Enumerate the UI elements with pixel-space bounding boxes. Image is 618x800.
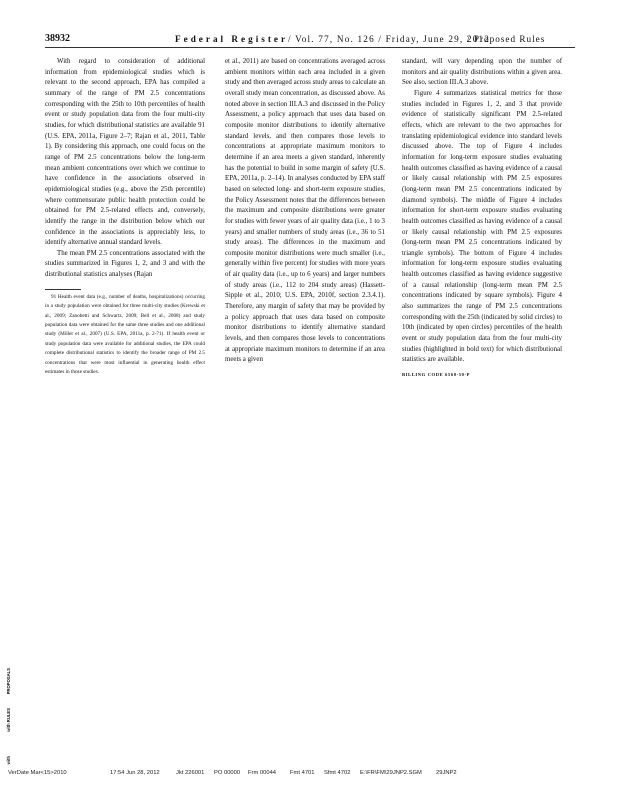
paragraph: With regard to consideration of additional information from epidemiological studies which is relevant to the second approach, EPA has compiled a summary of the range of PM 2.5 concentrations corresponding with the 25th to 10th percentiles of health event or study population data from the four multi-city studies, for which distributional statistics are available 91 (U.S. EPA, 2011a, Figure 2–7; Rajan et al., 2011, Table 1). By considering this approach, one could focus on the range of PM 2.5 concentrations below the long-term mean ambient concentrations over which we continue to have confidence in the associations observed in epidemiological studies (e.g., above the 25th percentile) where commensurate public health protection could be obtained for PM 2.5-related effects and, conversely, identify the range in the distribution below which our confidence in the associations is appreciably less, to identify alternative annual standard levels.	[45, 58, 205, 247]
footer-file: E:\FR\FM\29JNP2.SGM	[360, 770, 422, 776]
page-footer	[8, 770, 608, 780]
side-mark-proposals: PROPOSALS	[6, 668, 11, 695]
paragraph: standard, will vary depending upon the number of monitors and air quality distributions within a given area. See also, section III.A.3 above.	[402, 58, 562, 87]
section-name: / Proposed Rules	[467, 34, 546, 44]
volume-info: / Vol. 77, No. 126 / Friday, June 29, 2012	[288, 34, 491, 44]
footer-frm: Frm 00044	[248, 770, 277, 776]
side-mark-with: with	[6, 756, 11, 765]
footer-fmt: Fmt 4701	[290, 770, 315, 776]
paragraph: Figure 4 summarizes statistical metrics for those studies included in Figures 1, 2, and 3 that provide evidence of statistically significant PM 2.5-related effects, which are relevant to the two approaches for translating epidemiological evidence into standard levels discussed above. The top of Figure 4 includes information for long-term exposure studies evaluating health outcomes classified as having evidence of a causal or likely causal relationship with PM 2.5 exposures (long-term mean PM 2.5 concentrations indicated by diamond symbols). The middle of Figure 4 includes information for short-term exposure studies evaluating health outcomes classified as having evidence of a causal or likely causal relationship with PM 2.5 exposures (long-term mean PM 2.5 concentrations indicated by triangle symbols). The bottom of Figure 4 includes information for long-term exposure studies evaluating health outcomes classified as having evidence suggestive of a causal relationship (long-term mean PM 2.5 concentrations indicated by square symbols). Figure 4 also summarizes the range of PM 2.5 concentrations corresponding with the 25th (indicated by solid circles) to 10th (indicated by open circles) percentiles of the health event or study population data from the four multi-city studies (highlighted in bold text) for which distributional statistics are available.	[402, 89, 562, 364]
paragraph: et al., 2011) are based on concentrations averaged across ambient monitors within each area included in a given study and then averaged across study areas to calculate an overall study mean concentration, as discussed above. As noted above in section III.A.3 and discussed in the Policy Assessment, a policy approach that uses data based on composite monitor distributions to identify alternative standard levels, and then compares those levels to concentrations at appropriate maximum monitors to determine if an area meets a given standard, inherently has the potential to build in some margin of safety (U.S. EPA, 2011a, p. 2–14). In analyses conducted by EPA staff based on selected long- and short-term exposure studies, the Policy Assessment notes that the differences between the maximum and composite distributions were greater for studies with fewer years of air quality data (i.e., 1 to 3 years) and smaller numbers of study areas (i.e., 36 to 51 study areas). The differences in the maximum and composite monitor distributions were much smaller (i.e., generally within five percent) for studies with more years of air quality data (i.e., up to 6 years) and larger numbers of study areas (i.e., 112 to 204 study areas) (Hassett-Sipple et al., 2010; U.S. EPA, 2010f, section 2.3.4.1). Therefore, any margin of safety that may be provided by a policy approach that uses data based on composite monitor distributions to identify alternative standard levels, and then compares those levels to concentrations at appropriate maximum monitors to determine if an area meets a given	[225, 58, 385, 364]
footer-jkt: Jkt 226001	[176, 770, 205, 776]
footer-page-id: 29JNP2	[436, 770, 457, 776]
page-header	[45, 33, 575, 47]
paragraph: The mean PM 2.5 concentrations associated with the studies summarized in Figures 1, 2, and 3 and with the distributional statistics analyses (Rajan	[45, 249, 205, 279]
footer-sfmt: Sfmt 4702	[324, 770, 351, 776]
text-column-3	[402, 57, 562, 381]
footnote-divider	[45, 289, 81, 290]
footer-po: PO 00000	[214, 770, 241, 776]
side-mark-rules: with RULES	[6, 708, 11, 732]
footnote: 91 Health event data (e.g., number of deaths, hospitalizations) occurring in a study population were obtained for three multi-city studies (Krewski et al., 2009; Zanobetti and Schwartz, 2009; Bell et al., 2008) and study population data were obtained for the same three studies and one additional study (Miller et al., 2007) (U.S. EPA, 2011a, p. 2-71). If health event or study population data were available for additional studies, the EPA could complete distributional statistics to identify the broader range of PM 2.5 concentrations that were most influential in generating health effect estimates in those studies.	[45, 293, 205, 376]
text-column-2	[225, 57, 385, 366]
billing-code: BILLING CODE 6560-50-P	[402, 372, 471, 378]
journal-title: Federal Register	[175, 34, 289, 44]
footer-verdate: VerDate Mar<15>2010	[8, 770, 67, 776]
text-column-1	[45, 57, 205, 377]
header-divider	[45, 47, 575, 48]
footer-time: 17:54 Jun 28, 2012	[110, 770, 160, 776]
page-number: 38932	[45, 33, 70, 44]
